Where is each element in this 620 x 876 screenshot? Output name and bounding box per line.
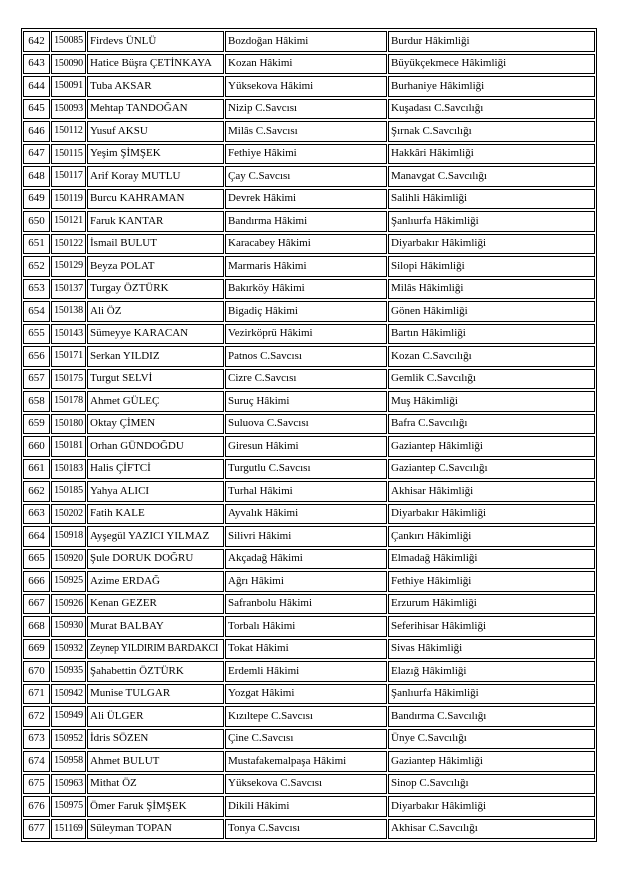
registry-number-cell: 150202: [51, 504, 86, 525]
name-cell: Mehtap TANDOĞAN: [87, 99, 224, 120]
registry-number-cell: 150949: [51, 706, 86, 727]
registry-number-cell: 150112: [51, 121, 86, 142]
new-post-cell: Bandırma C.Savcılığı: [388, 706, 595, 727]
current-post-cell: Suluova C.Savcısı: [225, 414, 387, 435]
name-cell: Azime ERDAĞ: [87, 571, 224, 592]
row-number-cell: 658: [23, 391, 50, 412]
row-number-cell: 657: [23, 369, 50, 390]
row-number-cell: 644: [23, 76, 50, 97]
current-post-cell: Giresun Hâkimi: [225, 436, 387, 457]
row-number-cell: 665: [23, 549, 50, 570]
row-number-cell: 651: [23, 234, 50, 255]
row-number-cell: 648: [23, 166, 50, 187]
row-number-cell: 647: [23, 144, 50, 165]
registry-number-cell: 150925: [51, 571, 86, 592]
name-cell: Ahmet BULUT: [87, 751, 224, 772]
name-cell: Serkan YILDIZ: [87, 346, 224, 367]
assignment-table: [21, 28, 597, 842]
current-post-cell: Safranbolu Hâkimi: [225, 594, 387, 615]
registry-number-cell: 150119: [51, 189, 86, 210]
registry-number-cell: 150926: [51, 594, 86, 615]
row-number-cell: 662: [23, 481, 50, 502]
current-post-cell: Silivri Hâkimi: [225, 526, 387, 547]
table-row: [23, 481, 595, 502]
table-row: [23, 279, 595, 300]
table-row: [23, 121, 595, 142]
name-cell: Ömer Faruk ŞİMŞEK: [87, 796, 224, 817]
table-row: [23, 639, 595, 660]
row-number-cell: 666: [23, 571, 50, 592]
new-post-cell: Salihli Hâkimliği: [388, 189, 595, 210]
row-number-cell: 650: [23, 211, 50, 232]
new-post-cell: Seferihisar Hâkimliği: [388, 616, 595, 637]
name-cell: Kenan GEZER: [87, 594, 224, 615]
new-post-cell: Manavgat C.Savcılığı: [388, 166, 595, 187]
row-number-cell: 674: [23, 751, 50, 772]
registry-number-cell: 150178: [51, 391, 86, 412]
new-post-cell: Diyarbakır Hâkimliği: [388, 234, 595, 255]
name-cell: Oktay ÇİMEN: [87, 414, 224, 435]
row-number-cell: 660: [23, 436, 50, 457]
row-number-cell: 671: [23, 684, 50, 705]
new-post-cell: Burdur Hâkimliği: [388, 31, 595, 52]
registry-number-cell: 150920: [51, 549, 86, 570]
name-cell: Fatih KALE: [87, 504, 224, 525]
current-post-cell: Nizip C.Savcısı: [225, 99, 387, 120]
registry-number-cell: 150115: [51, 144, 86, 165]
current-post-cell: Kozan Hâkimi: [225, 54, 387, 75]
current-post-cell: Bozdoğan Hâkimi: [225, 31, 387, 52]
current-post-cell: Kızıltepe C.Savcısı: [225, 706, 387, 727]
new-post-cell: Diyarbakır Hâkimliği: [388, 504, 595, 525]
name-cell: Zeynep YILDIRIM BARDAKCI: [87, 639, 224, 660]
current-post-cell: Marmaris Hâkimi: [225, 256, 387, 277]
new-post-cell: Gaziantep Hâkimliği: [388, 751, 595, 772]
assignment-table-body: [23, 31, 595, 839]
name-cell: Ali ÖZ: [87, 301, 224, 322]
new-post-cell: Muş Hâkimliği: [388, 391, 595, 412]
new-post-cell: Kuşadası C.Savcılığı: [388, 99, 595, 120]
table-row: [23, 616, 595, 637]
new-post-cell: Sinop C.Savcılığı: [388, 774, 595, 795]
registry-number-cell: 150143: [51, 324, 86, 345]
current-post-cell: Çay C.Savcısı: [225, 166, 387, 187]
row-number-cell: 676: [23, 796, 50, 817]
current-post-cell: Mustafakemalpaşa Hâkimi: [225, 751, 387, 772]
current-post-cell: Turhal Hâkimi: [225, 481, 387, 502]
current-post-cell: Yüksekova C.Savcısı: [225, 774, 387, 795]
new-post-cell: Akhisar Hâkimliği: [388, 481, 595, 502]
current-post-cell: Karacabey Hâkimi: [225, 234, 387, 255]
name-cell: Firdevs ÜNLÜ: [87, 31, 224, 52]
registry-number-cell: 150932: [51, 639, 86, 660]
new-post-cell: Burhaniye Hâkimliği: [388, 76, 595, 97]
row-number-cell: 649: [23, 189, 50, 210]
current-post-cell: Tonya C.Savcısı: [225, 819, 387, 840]
table-row: [23, 661, 595, 682]
table-row: [23, 774, 595, 795]
table-row: [23, 234, 595, 255]
new-post-cell: Bafra C.Savcılığı: [388, 414, 595, 435]
new-post-cell: Sivas Hâkimliği: [388, 639, 595, 660]
name-cell: Burcu KAHRAMAN: [87, 189, 224, 210]
name-cell: Faruk KANTAR: [87, 211, 224, 232]
row-number-cell: 652: [23, 256, 50, 277]
new-post-cell: Erzurum Hâkimliği: [388, 594, 595, 615]
registry-number-cell: 150175: [51, 369, 86, 390]
registry-number-cell: 150963: [51, 774, 86, 795]
current-post-cell: Vezirköprü Hâkimi: [225, 324, 387, 345]
current-post-cell: Turgutlu C.Savcısı: [225, 459, 387, 480]
current-post-cell: Bigadiç Hâkimi: [225, 301, 387, 322]
current-post-cell: Fethiye Hâkimi: [225, 144, 387, 165]
table-row: [23, 346, 595, 367]
current-post-cell: Tokat Hâkimi: [225, 639, 387, 660]
registry-number-cell: 150942: [51, 684, 86, 705]
table-row: [23, 796, 595, 817]
table-row: [23, 706, 595, 727]
registry-number-cell: 150181: [51, 436, 86, 457]
name-cell: Arif Koray MUTLU: [87, 166, 224, 187]
new-post-cell: Kozan C.Savcılığı: [388, 346, 595, 367]
registry-number-cell: 151169: [51, 819, 86, 840]
row-number-cell: 659: [23, 414, 50, 435]
registry-number-cell: 150117: [51, 166, 86, 187]
new-post-cell: Çankırı Hâkimliği: [388, 526, 595, 547]
new-post-cell: Elmadağ Hâkimliği: [388, 549, 595, 570]
name-cell: Tuba AKSAR: [87, 76, 224, 97]
new-post-cell: Gönen Hâkimliği: [388, 301, 595, 322]
table-row: [23, 391, 595, 412]
name-cell: İsmail BULUT: [87, 234, 224, 255]
new-post-cell: Elazığ Hâkimliği: [388, 661, 595, 682]
current-post-cell: Yüksekova Hâkimi: [225, 76, 387, 97]
name-cell: İdris SÖZEN: [87, 729, 224, 750]
name-cell: Hatice Büşra ÇETİNKAYA: [87, 54, 224, 75]
new-post-cell: Şanlıurfa Hâkimliği: [388, 211, 595, 232]
row-number-cell: 661: [23, 459, 50, 480]
registry-number-cell: 150930: [51, 616, 86, 637]
row-number-cell: 653: [23, 279, 50, 300]
row-number-cell: 643: [23, 54, 50, 75]
table-row: [23, 369, 595, 390]
name-cell: Yusuf AKSU: [87, 121, 224, 142]
registry-number-cell: 150122: [51, 234, 86, 255]
table-row: [23, 414, 595, 435]
current-post-cell: Akçadağ Hâkimi: [225, 549, 387, 570]
registry-number-cell: 150121: [51, 211, 86, 232]
new-post-cell: Diyarbakır Hâkimliği: [388, 796, 595, 817]
table-row: [23, 526, 595, 547]
registry-number-cell: 150935: [51, 661, 86, 682]
table-row: [23, 819, 595, 840]
table-row: [23, 549, 595, 570]
registry-number-cell: 150129: [51, 256, 86, 277]
table-row: [23, 684, 595, 705]
new-post-cell: Şanlıurfa Hâkimliği: [388, 684, 595, 705]
row-number-cell: 646: [23, 121, 50, 142]
row-number-cell: 656: [23, 346, 50, 367]
current-post-cell: Ağrı Hâkimi: [225, 571, 387, 592]
new-post-cell: Gemlik C.Savcılığı: [388, 369, 595, 390]
table-row: [23, 31, 595, 52]
row-number-cell: 675: [23, 774, 50, 795]
current-post-cell: Yozgat Hâkimi: [225, 684, 387, 705]
new-post-cell: Silopi Hâkimliği: [388, 256, 595, 277]
new-post-cell: Gaziantep Hâkimliği: [388, 436, 595, 457]
table-row: [23, 54, 595, 75]
current-post-cell: Dikili Hâkimi: [225, 796, 387, 817]
name-cell: Yeşim ŞİMŞEK: [87, 144, 224, 165]
table-row: [23, 99, 595, 120]
current-post-cell: Torbalı Hâkimi: [225, 616, 387, 637]
row-number-cell: 663: [23, 504, 50, 525]
name-cell: Şahabettin ÖZTÜRK: [87, 661, 224, 682]
current-post-cell: Devrek Hâkimi: [225, 189, 387, 210]
new-post-cell: Gaziantep C.Savcılığı: [388, 459, 595, 480]
current-post-cell: Cizre C.Savcısı: [225, 369, 387, 390]
new-post-cell: Şırnak C.Savcılığı: [388, 121, 595, 142]
table-row: [23, 166, 595, 187]
new-post-cell: Milâs Hâkimliği: [388, 279, 595, 300]
name-cell: Halis ÇİFTCİ: [87, 459, 224, 480]
registry-number-cell: 150975: [51, 796, 86, 817]
name-cell: Şule DORUK DOĞRU: [87, 549, 224, 570]
name-cell: Beyza POLAT: [87, 256, 224, 277]
registry-number-cell: 150093: [51, 99, 86, 120]
name-cell: Sümeyye KARACAN: [87, 324, 224, 345]
row-number-cell: 669: [23, 639, 50, 660]
name-cell: Munise TULGAR: [87, 684, 224, 705]
registry-number-cell: 150952: [51, 729, 86, 750]
table-row: [23, 144, 595, 165]
table-row: [23, 729, 595, 750]
name-cell: Mithat ÖZ: [87, 774, 224, 795]
name-cell: Turgut SELVİ: [87, 369, 224, 390]
table-row: [23, 76, 595, 97]
new-post-cell: Fethiye Hâkimliği: [388, 571, 595, 592]
current-post-cell: Suruç Hâkimi: [225, 391, 387, 412]
current-post-cell: Ayvalık Hâkimi: [225, 504, 387, 525]
name-cell: Ali ÜLGER: [87, 706, 224, 727]
name-cell: Ahmet GÜLEÇ: [87, 391, 224, 412]
row-number-cell: 677: [23, 819, 50, 840]
table-row: [23, 459, 595, 480]
registry-number-cell: 150183: [51, 459, 86, 480]
new-post-cell: Büyükçekmece Hâkimliği: [388, 54, 595, 75]
table-row: [23, 751, 595, 772]
table-row: [23, 211, 595, 232]
registry-number-cell: 150091: [51, 76, 86, 97]
row-number-cell: 654: [23, 301, 50, 322]
name-cell: Murat BALBAY: [87, 616, 224, 637]
row-number-cell: 645: [23, 99, 50, 120]
registry-number-cell: 150085: [51, 31, 86, 52]
table-row: [23, 189, 595, 210]
new-post-cell: Bartın Hâkimliği: [388, 324, 595, 345]
table-row: [23, 256, 595, 277]
name-cell: Süleyman TOPAN: [87, 819, 224, 840]
registry-number-cell: 150185: [51, 481, 86, 502]
registry-number-cell: 150958: [51, 751, 86, 772]
current-post-cell: Patnos C.Savcısı: [225, 346, 387, 367]
new-post-cell: Akhisar C.Savcılığı: [388, 819, 595, 840]
new-post-cell: Ünye C.Savcılığı: [388, 729, 595, 750]
name-cell: Yahya ALICI: [87, 481, 224, 502]
table-row: [23, 436, 595, 457]
registry-number-cell: 150137: [51, 279, 86, 300]
table-row: [23, 594, 595, 615]
name-cell: Turgay ÖZTÜRK: [87, 279, 224, 300]
registry-number-cell: 150138: [51, 301, 86, 322]
table-row: [23, 324, 595, 345]
registry-number-cell: 150180: [51, 414, 86, 435]
row-number-cell: 668: [23, 616, 50, 637]
name-cell: Ayşegül YAZICI YILMAZ: [87, 526, 224, 547]
row-number-cell: 667: [23, 594, 50, 615]
row-number-cell: 672: [23, 706, 50, 727]
table-row: [23, 301, 595, 322]
current-post-cell: Çine C.Savcısı: [225, 729, 387, 750]
table-row: [23, 504, 595, 525]
table-row: [23, 571, 595, 592]
registry-number-cell: 150171: [51, 346, 86, 367]
current-post-cell: Erdemli Hâkimi: [225, 661, 387, 682]
row-number-cell: 673: [23, 729, 50, 750]
row-number-cell: 670: [23, 661, 50, 682]
current-post-cell: Bakırköy Hâkimi: [225, 279, 387, 300]
current-post-cell: Milâs C.Savcısı: [225, 121, 387, 142]
name-cell: Orhan GÜNDOĞDU: [87, 436, 224, 457]
new-post-cell: Hakkâri Hâkimliği: [388, 144, 595, 165]
registry-number-cell: 150090: [51, 54, 86, 75]
registry-number-cell: 150918: [51, 526, 86, 547]
row-number-cell: 664: [23, 526, 50, 547]
row-number-cell: 655: [23, 324, 50, 345]
current-post-cell: Bandırma Hâkimi: [225, 211, 387, 232]
row-number-cell: 642: [23, 31, 50, 52]
